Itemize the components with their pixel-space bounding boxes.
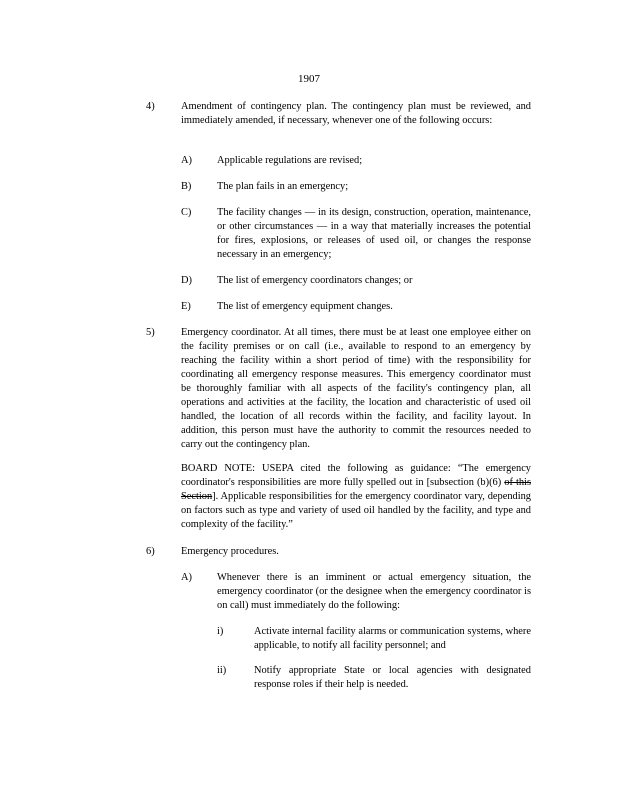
item-6-a-text: Whenever there is an imminent or actual emergency situation, the emergency coordinator (or the designee when the emergency coordinator is on call) must immediately do the following: — [217, 572, 531, 611]
item-4-b-label: B) — [181, 181, 192, 192]
item-4-label: 4) — [146, 101, 155, 112]
item-4-d-text: The list of emergency coordinators changes; or — [217, 275, 413, 286]
board-note-text-end: ]. Applicable responsibilities for the emergency coordinator vary, depending on factors such as type and variety of used oil handled by the facility, and type and complexity of the facility.” — [181, 491, 531, 530]
board-note-struck-text: of this Section — [181, 477, 531, 502]
item-4-b-text: The plan fails in an emergency; — [217, 181, 349, 192]
item-6-label: 6) — [146, 546, 155, 557]
board-note — [181, 462, 531, 532]
item-6-a-i-text: Activate internal facility alarms or communication systems, where applicable, to notify all facility personnel; and — [254, 626, 531, 651]
item-4-a-text: Applicable regulations are revised; — [217, 155, 363, 166]
item-6-a-ii-text: Notify appropriate State or local agencies with designated response roles if their help is needed. — [254, 665, 531, 690]
item-6-a-ii-label: ii) — [217, 665, 227, 676]
page-number: 1907 — [298, 73, 320, 85]
item-5-label: 5) — [146, 327, 155, 338]
item-6-a-i-label: i) — [217, 626, 224, 637]
item-6-a-label: A) — [181, 572, 192, 583]
item-4-e-label: E) — [181, 301, 191, 312]
item-4-c-label: C) — [181, 207, 192, 218]
item-4-text: Amendment of contingency plan. The contingency plan must be reviewed, and immediately amended, if necessary, whenever one of the following occurs: — [181, 101, 531, 126]
item-4-e-text: The list of emergency equipment changes. — [217, 301, 393, 312]
item-4-d-label: D) — [181, 275, 192, 286]
board-note-text: BOARD NOTE: USEPA cited the following as guidance: “The emergency coordinator's responsibilities are more fully spelled out in [subsection (b)(6) — [181, 463, 531, 488]
item-5-text: Emergency coordinator. At all times, there must be at least one employee either on the facility premises or on call (i.e., available to respond to an emergency by reaching the facility within a short period of time) with the responsibility for coordinating all emergency response measures. This emergency coordinator must be thoroughly familiar with all aspects of the facility's contingency plan, all operations and activities at the facility, the location and characteristic of used oil handled, the location of all records within the facility, and facility layout. In addition, this person must have the authority to commit the resources needed to carry out the contingency plan. — [181, 327, 531, 450]
item-4-a-label: A) — [181, 155, 192, 166]
item-4-c-text: The facility changes — in its design, construction, operation, maintenance, or other circumstances — in a way that materially increases the potential for fires, explosions, or releases of used oil, or changes the response necessary in an emergency; — [217, 207, 531, 260]
item-6-text: Emergency procedures. — [181, 546, 279, 557]
